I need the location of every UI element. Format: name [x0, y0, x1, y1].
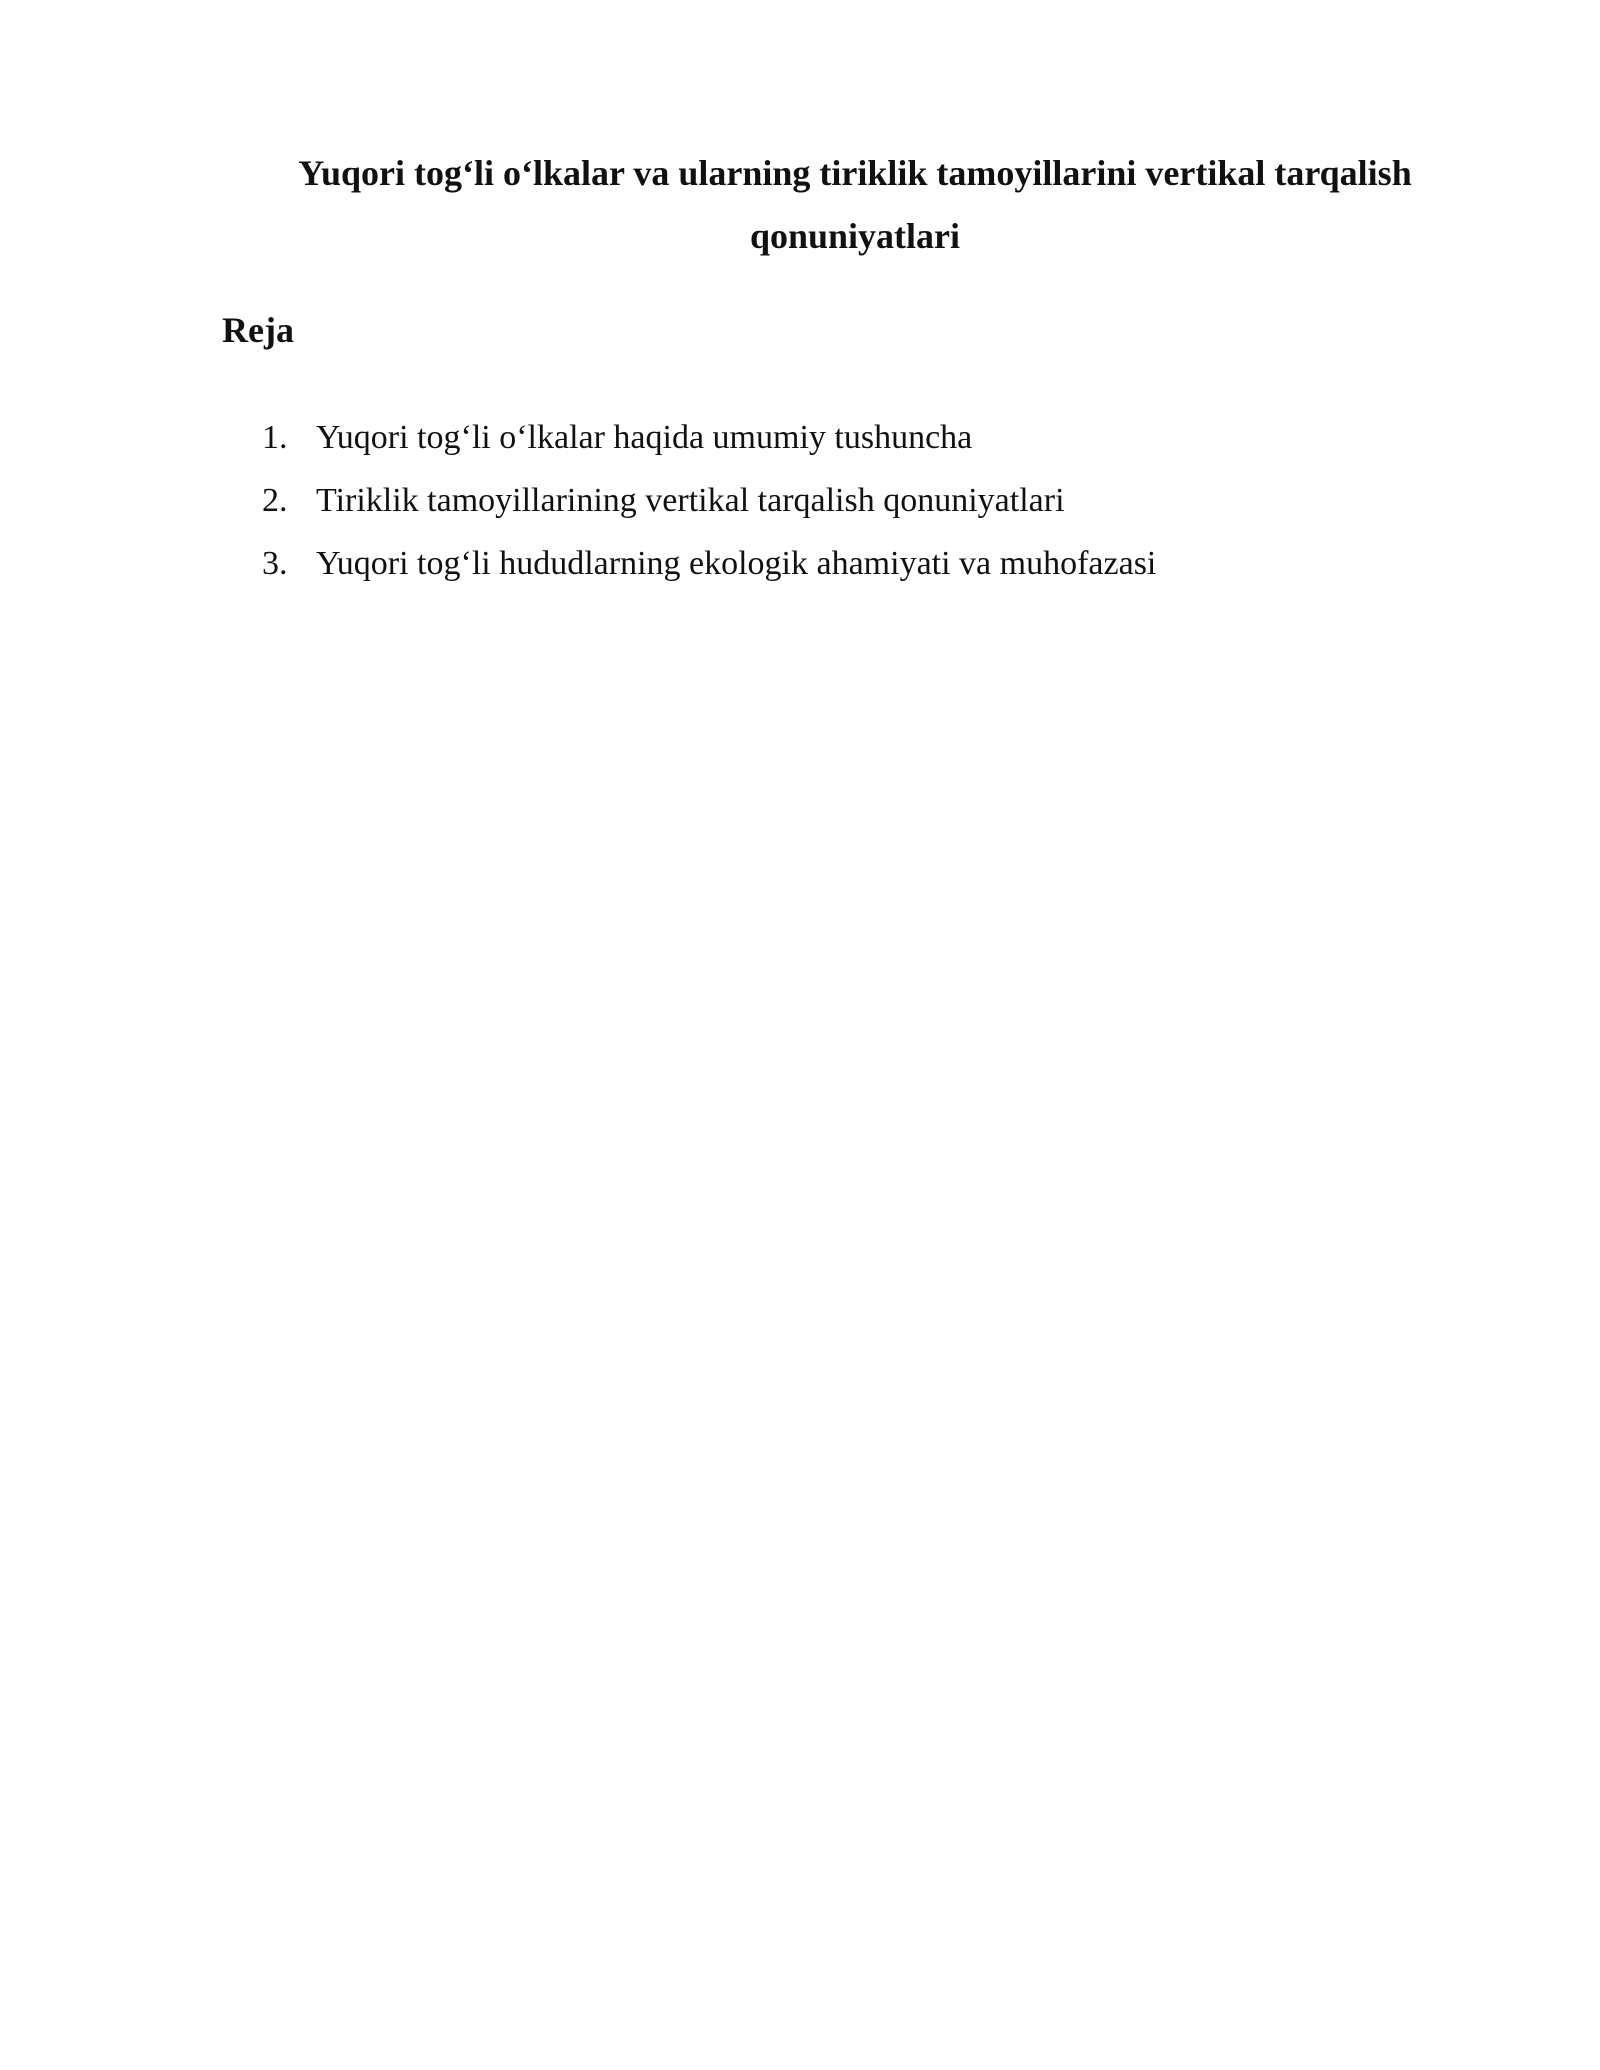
plan-item-text: Tiriklik tamoyillarining vertikal tarqalish qonuniyatlari	[316, 482, 1065, 519]
plan-list-item	[262, 406, 1156, 469]
plan-item-text: Yuqori tog‘li o‘lkalar haqida umumiy tushuncha	[316, 419, 973, 456]
plan-item-number: 3.	[262, 545, 288, 582]
section-heading-reja: Reja	[222, 310, 294, 350]
plan-list	[262, 406, 1156, 595]
plan-item-text: Yuqori tog‘li hududlarning ekologik ahamiyati va muhofazasi	[316, 545, 1157, 582]
plan-item-number: 1.	[262, 419, 288, 456]
plan-list-item	[262, 532, 1156, 595]
plan-item-number: 2.	[262, 482, 288, 519]
document-title: Yuqori tog‘li o‘lkalar va ularning tiriklik tamoyillarini vertikal tarqalish qonuniyatlari	[298, 153, 1412, 256]
plan-list-item	[262, 469, 1156, 532]
